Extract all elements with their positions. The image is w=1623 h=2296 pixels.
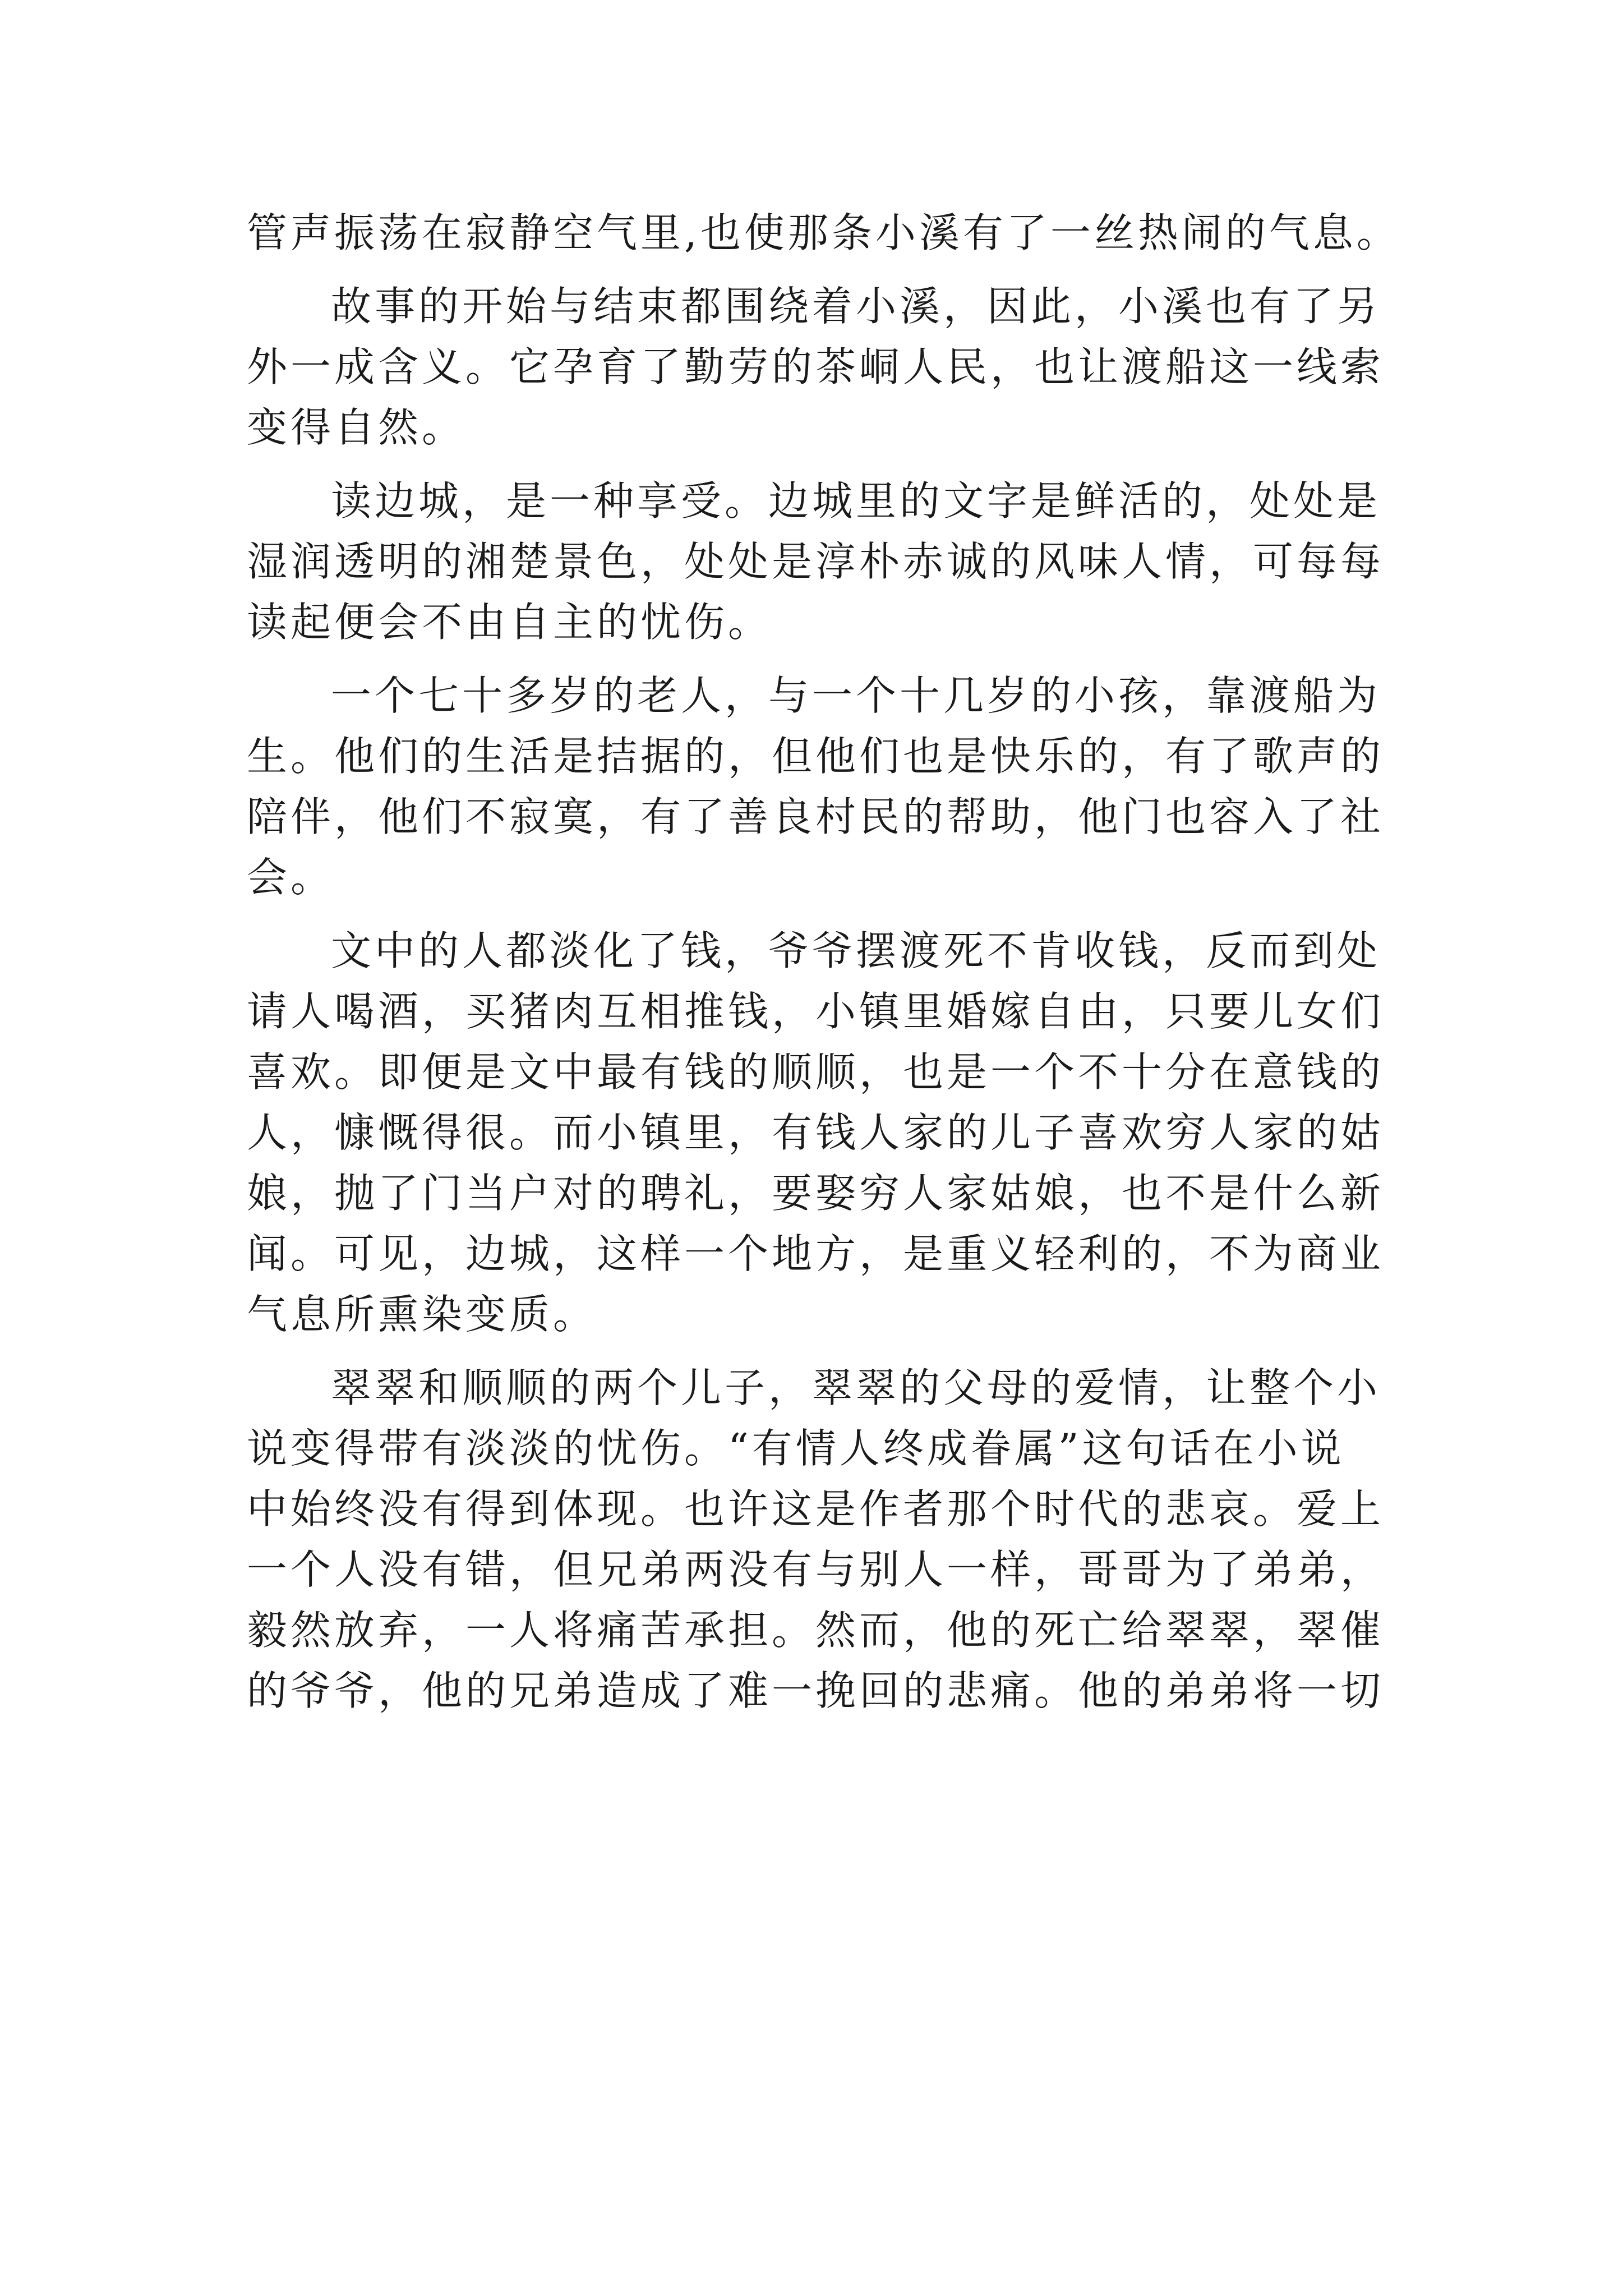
text-line: 变得自然。 [247,404,466,451]
text-line: 管声振荡在寂静空气里,也使那条小溪有了一丝热闹的气息。 [247,209,1400,256]
paragraph-first-line: 一个七十多岁的老人，与一个十几岁的小孩，靠渡船为 [331,672,1381,719]
text-line: 喜欢。即便是文中最有钱的顺顺，也是一个不十分在意钱的 [247,1048,1385,1096]
text-line: 娘，抛了门当户对的聘礼，要娶穷人家姑娘，也不是什么新 [247,1170,1385,1217]
text-line: 的爷爷，他的兄弟造成了难一挽回的悲痛。他的弟弟将一切 [247,1667,1385,1714]
text-line: 陪伴，他们不寂寞，有了善良村民的帮助，他门也容入了社 [247,793,1385,840]
text-line: 一个人没有错，但兄弟两没有与别人一样，哥哥为了弟弟， [247,1546,1385,1593]
paragraph-first-line: 故事的开始与结束都围绕着小溪，因此，小溪也有了另 [331,283,1381,330]
paragraph-first-line: 翠翠和顺顺的两个儿子，翠翠的父母的爱情，让整个小 [331,1364,1381,1411]
paragraph-first-line: 读边城，是一种享受。边城里的文字是鲜活的，处处是 [331,477,1381,524]
text-line: 生。他们的生活是拮据的，但他们也是快乐的，有了歌声的 [247,733,1385,780]
text-line: 请人喝酒，买猪肉互相推钱，小镇里婚嫁自由，只要儿女们 [247,988,1385,1035]
text-line: 闻。可见，边城，这样一个地方，是重义轻利的，不为商业 [247,1230,1385,1277]
text-line: 读起便会不由自主的忧伤。 [247,599,772,646]
text-line: 外一成含义。它孕育了勤劳的茶峒人民，也让渡船这一线索 [247,343,1385,390]
text-line: 气息所熏染变质。 [247,1291,597,1338]
text-line: 说变得带有淡淡的忧伤。“有情人终成眷属”这句话在小说 [247,1425,1345,1472]
text-line: 毅然放弃，一人将痛苦承担。然而，他的死亡给翠翠，翠催 [247,1607,1385,1654]
text-line: 中始终没有得到体现。也许这是作者那个时代的悲哀。爱上 [247,1485,1385,1533]
paragraph-first-line: 文中的人都淡化了钱，爷爷摆渡死不肯收钱，反而到处 [331,927,1381,974]
text-line: 会。 [247,854,335,901]
text-line: 湿润透明的湘楚景色，处处是淳朴赤诚的风味人情，可每每 [247,538,1385,585]
text-line: 人，慷慨得很。而小镇里，有钱人家的儿子喜欢穷人家的姑 [247,1109,1385,1156]
